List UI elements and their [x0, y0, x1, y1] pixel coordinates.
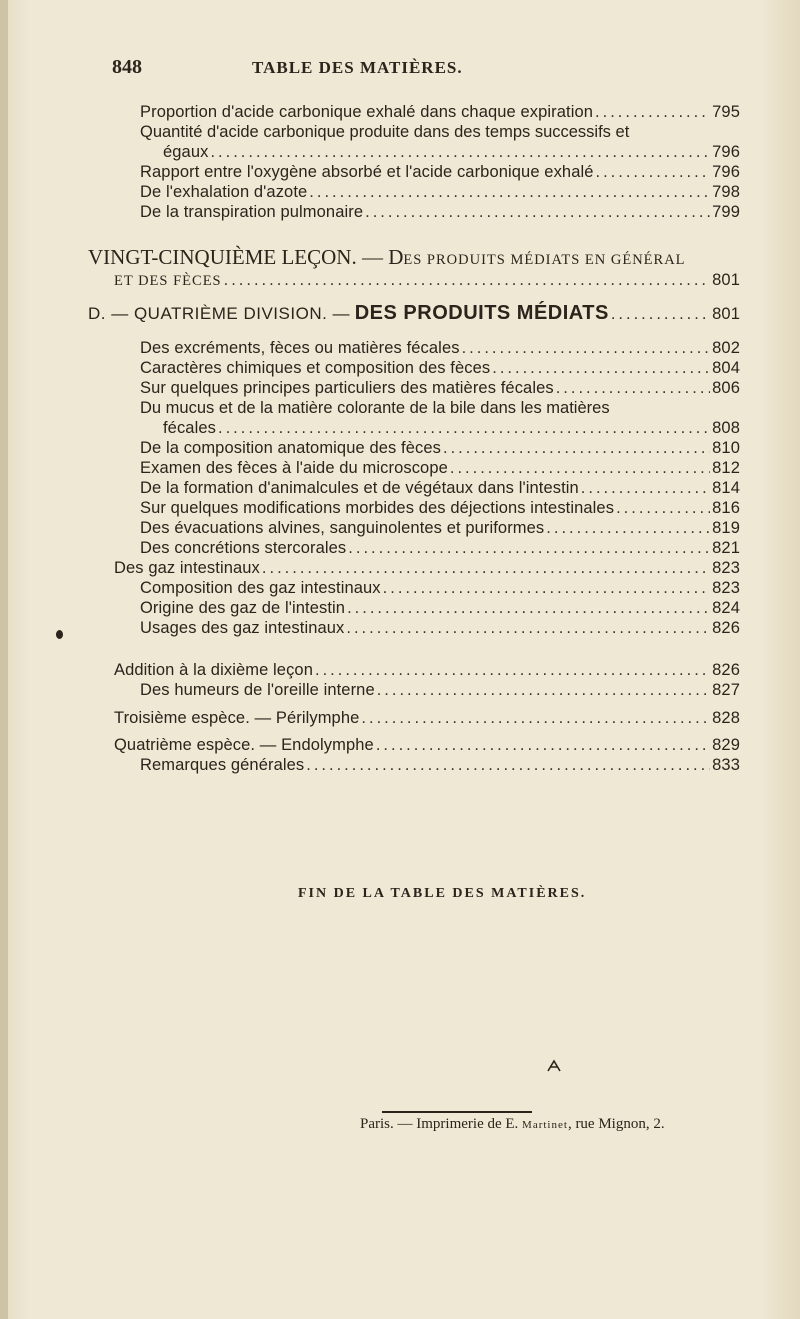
lecon-heading: VINGT-CINQUIÈME LEÇON. — DES PRODUITS MÉDIATS EN GÉNÉRAL [88, 245, 686, 269]
toc-entry: De la composition anatomique des fèces ..... 810 [140, 438, 740, 458]
lecon-heading-line2: ET DES FÈCES ..... 801 [114, 270, 740, 291]
toc-entry: Examen des fèces à l'aide du microscope ..... 812 [140, 458, 740, 478]
imprint-rule [382, 1111, 532, 1113]
running-title: TABLE DES MATIÈRES. [252, 58, 463, 77]
toc-entry: Des concrétions stercorales ..... 821 [140, 538, 740, 558]
page-number: 848 [112, 56, 142, 78]
toc-entry: De la formation d'animalcules et de végétaux dans l'intestin ..... 814 [140, 478, 740, 498]
ink-spot [56, 630, 63, 639]
ornament-icon [546, 1059, 562, 1078]
toc-entry: Des évacuations alvines, sanguinolentes et puriformes ..... 819 [140, 518, 740, 538]
toc-entry: Des gaz intestinaux ..... 823 [114, 558, 740, 578]
toc-entry: Proportion d'acide carbonique exhalé dans chaque expiration ..... 795 [140, 102, 740, 122]
toc-entry: Rapport entre l'oxygène absorbé et l'acide carbonique exhalé ..... 796 [140, 162, 740, 182]
binding-shadow [0, 0, 8, 1319]
toc-entry: Sur quelques principes particuliers des matières fécales ..... 806 [140, 378, 740, 398]
toc-entry: fécales ..... 808 [163, 418, 740, 438]
end-of-table: FIN DE LA TABLE DES MATIÈRES. [298, 886, 587, 901]
ornament-mark [546, 1059, 562, 1073]
toc-entry: De la transpiration pulmonaire ..... 799 [140, 202, 740, 222]
toc-entry: Addition à la dixième leçon ..... 826 [114, 660, 740, 680]
toc-entry: Sur quelques modifications morbides des déjections intestinales ..... 816 [140, 498, 740, 518]
page-header [112, 56, 752, 80]
toc-entry: Des humeurs de l'oreille interne ..... 827 [140, 680, 740, 700]
toc-entry: Origine des gaz de l'intestin ..... 824 [140, 598, 740, 618]
toc-entry-line1: Quantité d'acide carbonique produite dans des temps successifs et [140, 123, 630, 141]
imprint-line: Paris. — Imprimerie de E. Martinet, rue Mignon, 2. [360, 1116, 665, 1132]
division-heading: D. — QUATRIÈME DIVISION. — DES PRODUITS MÉDIATS ..... 801 [88, 303, 740, 324]
toc-entry: Des excréments, fèces ou matières fécales ..... 802 [140, 338, 740, 358]
toc-entry: Troisième espèce. — Périlymphe ..... 828 [114, 708, 740, 728]
toc-entry: Composition des gaz intestinaux ..... 823 [140, 578, 740, 598]
toc-entry-line1: Du mucus et de la matière colorante de la bile dans les matières [140, 399, 610, 417]
toc-entry: Remarques générales ..... 833 [140, 755, 740, 775]
toc-entry: égaux ..... 796 [163, 142, 740, 162]
toc-entry: Usages des gaz intestinaux ..... 826 [140, 618, 740, 638]
toc-entry: Quatrième espèce. — Endolymphe ..... 829 [114, 735, 740, 755]
toc-entry: De l'exhalation d'azote ..... 798 [140, 182, 740, 202]
toc-entry: Caractères chimiques et composition des fèces ..... 804 [140, 358, 740, 378]
